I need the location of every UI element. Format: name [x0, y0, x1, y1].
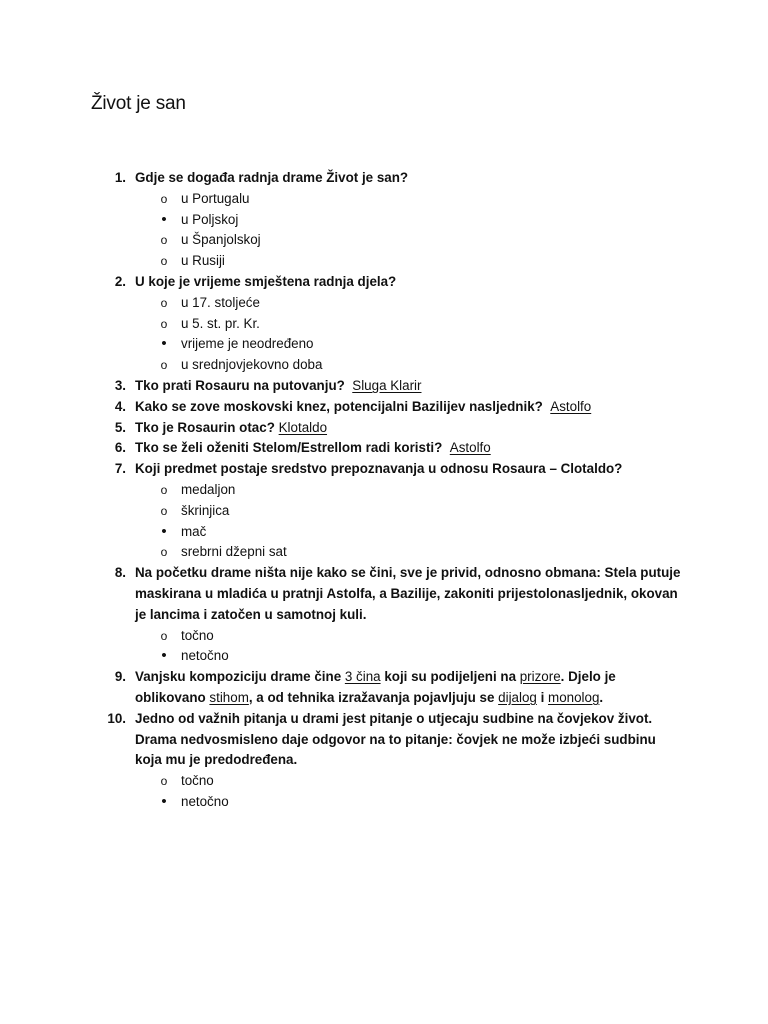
options-list [0, 189, 768, 272]
answer-text: prizore [519, 669, 561, 685]
question-number: 6. [114, 440, 126, 456]
question-text: Na početku drame ništa nije kako se čini, sve je privid, odnosno obmana: Stela putuje maskirana u mladića u pratnji Astolfa, a Bazilije, zakoniti prijestolonasljednik, okovan je lancima i zatočen u samotnoj kuli. [135, 565, 681, 622]
question-5 [0, 418, 768, 439]
option-item: o srebrni džepni sat [0, 542, 768, 563]
options-list [0, 626, 768, 668]
question-list [0, 168, 768, 813]
question-9 [0, 667, 768, 709]
option-item: o u srednjovjekovno doba [0, 355, 768, 376]
option-item: o u Rusiji [0, 251, 768, 272]
option-item: o u 5. st. pr. Kr. [0, 314, 768, 335]
circle-bullet-icon [158, 626, 170, 647]
circle-bullet-icon [158, 480, 170, 501]
option-item-selected: • vrijeme je neodređeno [0, 334, 768, 355]
circle-bullet-icon [158, 501, 170, 522]
question-number: 4. [114, 398, 126, 414]
options-list [0, 293, 768, 376]
question-10 [0, 709, 768, 771]
question-text: Vanjsku kompoziciju drame čine 3 čina koji su podijeljeni na prizore. Djelo je oblikovano stihom, a od tehnika izražavanja pojavljuju se dijalog i monolog. [135, 669, 616, 705]
circle-bullet-icon [158, 251, 170, 272]
answer-text: dijalog [498, 689, 537, 705]
question-number: 8. [114, 565, 126, 581]
question-number: 5. [114, 419, 126, 435]
answer-text: stihom [209, 689, 249, 705]
circle-bullet-icon [158, 355, 170, 376]
option-item-selected: • netočno [0, 646, 768, 667]
question-text: Koji predmet postaje sredstvo prepoznavanja u odnosu Rosaura – Clotaldo? [135, 461, 623, 477]
question-8 [0, 563, 768, 625]
circle-bullet-icon [158, 293, 170, 314]
question-number: 10. [107, 710, 126, 726]
option-item: o u Španjolskoj [0, 230, 768, 251]
page-title: Život je san [91, 93, 186, 114]
options-list [0, 480, 768, 563]
filled-bullet-icon [158, 210, 170, 231]
option-item: o u 17. stoljeće [0, 293, 768, 314]
question-text: Jedno od važnih pitanja u drami jest pitanje o utjecaju sudbine na čovjekov život. Drama nedvosmisleno daje odgovor na to pitanje: čovjek ne može izbjeći sudbinu koja mu je predodređena. [135, 710, 656, 768]
circle-bullet-icon [158, 542, 170, 563]
question-6 [0, 438, 768, 459]
question-text: U koje je vrijeme smještena radnja djela? [135, 273, 397, 289]
filled-bullet-icon [158, 646, 170, 667]
question-1 [0, 168, 768, 189]
circle-bullet-icon [158, 771, 170, 792]
answer-text: Astolfo [550, 398, 592, 414]
question-text: Tko se želi oženiti Stelom/Estrellom radi koristi? [135, 440, 443, 456]
option-item: o točno [0, 771, 768, 792]
question-number: 2. [114, 273, 126, 289]
circle-bullet-icon [158, 230, 170, 251]
question-number: 3. [114, 377, 126, 393]
answer-text: Klotaldo [278, 419, 328, 435]
question-4 [0, 397, 768, 418]
question-text: Kako se zove moskovski knez, potencijalni Bazilijev nasljednik? [135, 398, 543, 414]
option-item-selected: • u Poljskoj [0, 210, 768, 231]
option-item: o škrinjica [0, 501, 768, 522]
question-text: Gdje se događa radnja drame Život je san? [135, 170, 409, 185]
filled-bullet-icon [158, 334, 170, 355]
circle-bullet-icon [158, 314, 170, 335]
option-item: o u Portugalu [0, 189, 768, 210]
answer-text: 3 čina [344, 669, 381, 685]
question-number: 7. [114, 461, 126, 477]
answer-text: Sluga Klarir [352, 377, 422, 393]
option-item: o medaljon [0, 480, 768, 501]
question-text: Tko je Rosaurin otac? [135, 419, 275, 435]
question-number: 9. [114, 669, 126, 685]
circle-bullet-icon [158, 189, 170, 210]
question-text: Tko prati Rosauru na putovanju? [135, 377, 345, 393]
answer-text: monolog [548, 689, 600, 705]
filled-bullet-icon [158, 792, 170, 813]
question-7 [0, 459, 768, 480]
option-item-selected: • mač [0, 522, 768, 543]
question-3 [0, 376, 768, 397]
option-item: o točno [0, 626, 768, 647]
option-item-selected: • netočno [0, 792, 768, 813]
question-2 [0, 272, 768, 293]
options-list [0, 771, 768, 813]
answer-text: Astolfo [449, 440, 491, 456]
filled-bullet-icon [158, 522, 170, 543]
question-number: 1. [114, 170, 126, 185]
